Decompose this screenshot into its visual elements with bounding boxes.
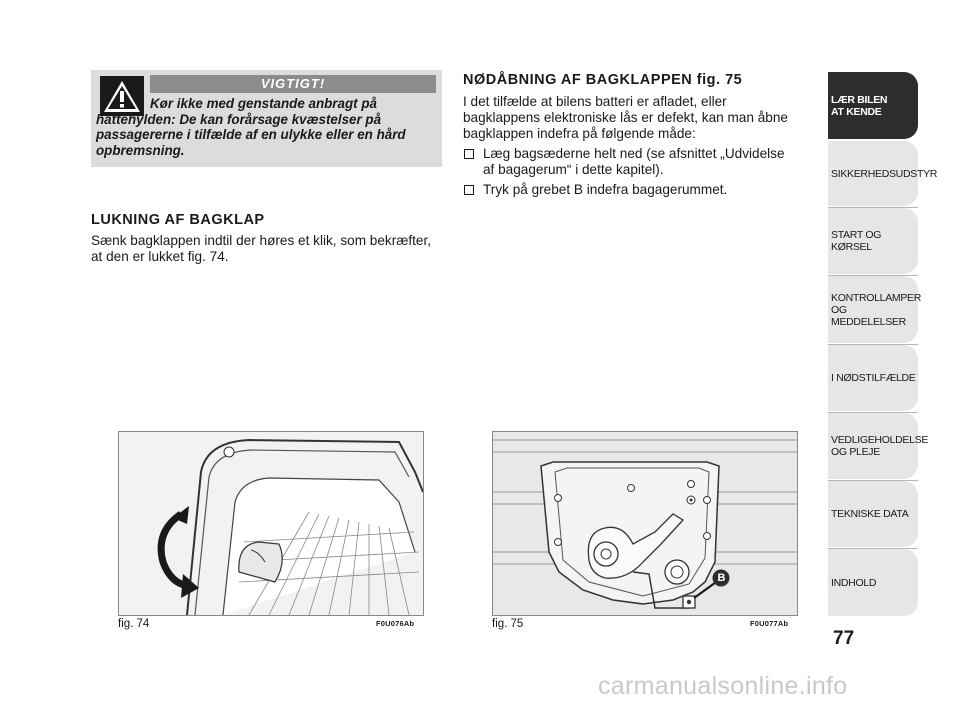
tab-indhold[interactable]: INDHOLD	[828, 549, 918, 616]
tab-tekniske-data[interactable]: TEKNISKE DATA	[828, 481, 918, 547]
figure-74-code: F0U076Ab	[376, 619, 415, 628]
list-item: Tryk på grebet B indefra bagagerummet.	[463, 182, 798, 198]
figure-74-label: fig. 74	[118, 618, 150, 630]
warning-text: Kør ikke med genstande anbragt på hattehylden: De kan forårsage kvæstelser på passagererne i tilfælde af en ulykke eller en hård opbremsning.	[96, 96, 406, 158]
list-item: Læg bagsæderne helt ned (se afsnittet „Udvidelse af bagagerum“ i dette kapitel).	[463, 146, 798, 178]
emergency-steps	[463, 146, 798, 198]
section-title-emergency-opening: NØDÅBNING AF BAGKLAPPEN fig. 75	[463, 72, 743, 88]
tab-i-nodstilfaelde[interactable]: I NØDSTILFÆLDE	[828, 345, 918, 411]
figure-75-label: fig. 75	[492, 618, 524, 630]
figure-75-code: F0U077Ab	[750, 619, 789, 628]
callout-b-label: B	[717, 572, 726, 584]
watermark: carmanualsonline.info	[598, 672, 848, 700]
checkbox-bullet-icon	[464, 185, 474, 195]
emergency-intro: I det tilfælde at bilens batteri er afladet, eller bagklappens elektroniske lås er defekt, kan man åbne bagklappen indefra på følgende måde:	[463, 94, 788, 141]
tab-vedligeholdelse[interactable]: VEDLIGEHOLDELSE OG PLEJE	[828, 413, 918, 479]
figure-75-illustration	[492, 431, 798, 616]
section-body-emergency-opening	[463, 94, 798, 202]
checkbox-bullet-icon	[464, 149, 474, 159]
figure-74-illustration	[118, 431, 424, 616]
tab-kontrollamper[interactable]: KONTROLLAMPER OG MEDDELELSER	[828, 276, 918, 343]
section-body-closing: Sænk bagklappen indtil der høres et klik, som bekræfter, at den er lukket fig. 74.	[91, 233, 432, 264]
page-number: 77	[833, 628, 855, 649]
warning-header	[150, 75, 436, 93]
section-title-closing: LUKNING AF BAGKLAP	[91, 212, 265, 228]
tab-laer-bilen-at-kende[interactable]: LÆR BILEN AT KENDE	[828, 72, 918, 139]
warning-header-text: VIGTIGT!	[260, 76, 326, 91]
tab-start-og-korsel[interactable]: START OG KØRSEL	[828, 208, 918, 274]
tab-sikkerhedsudstyr[interactable]: SIKKERHEDSUDSTYR	[828, 141, 918, 206]
